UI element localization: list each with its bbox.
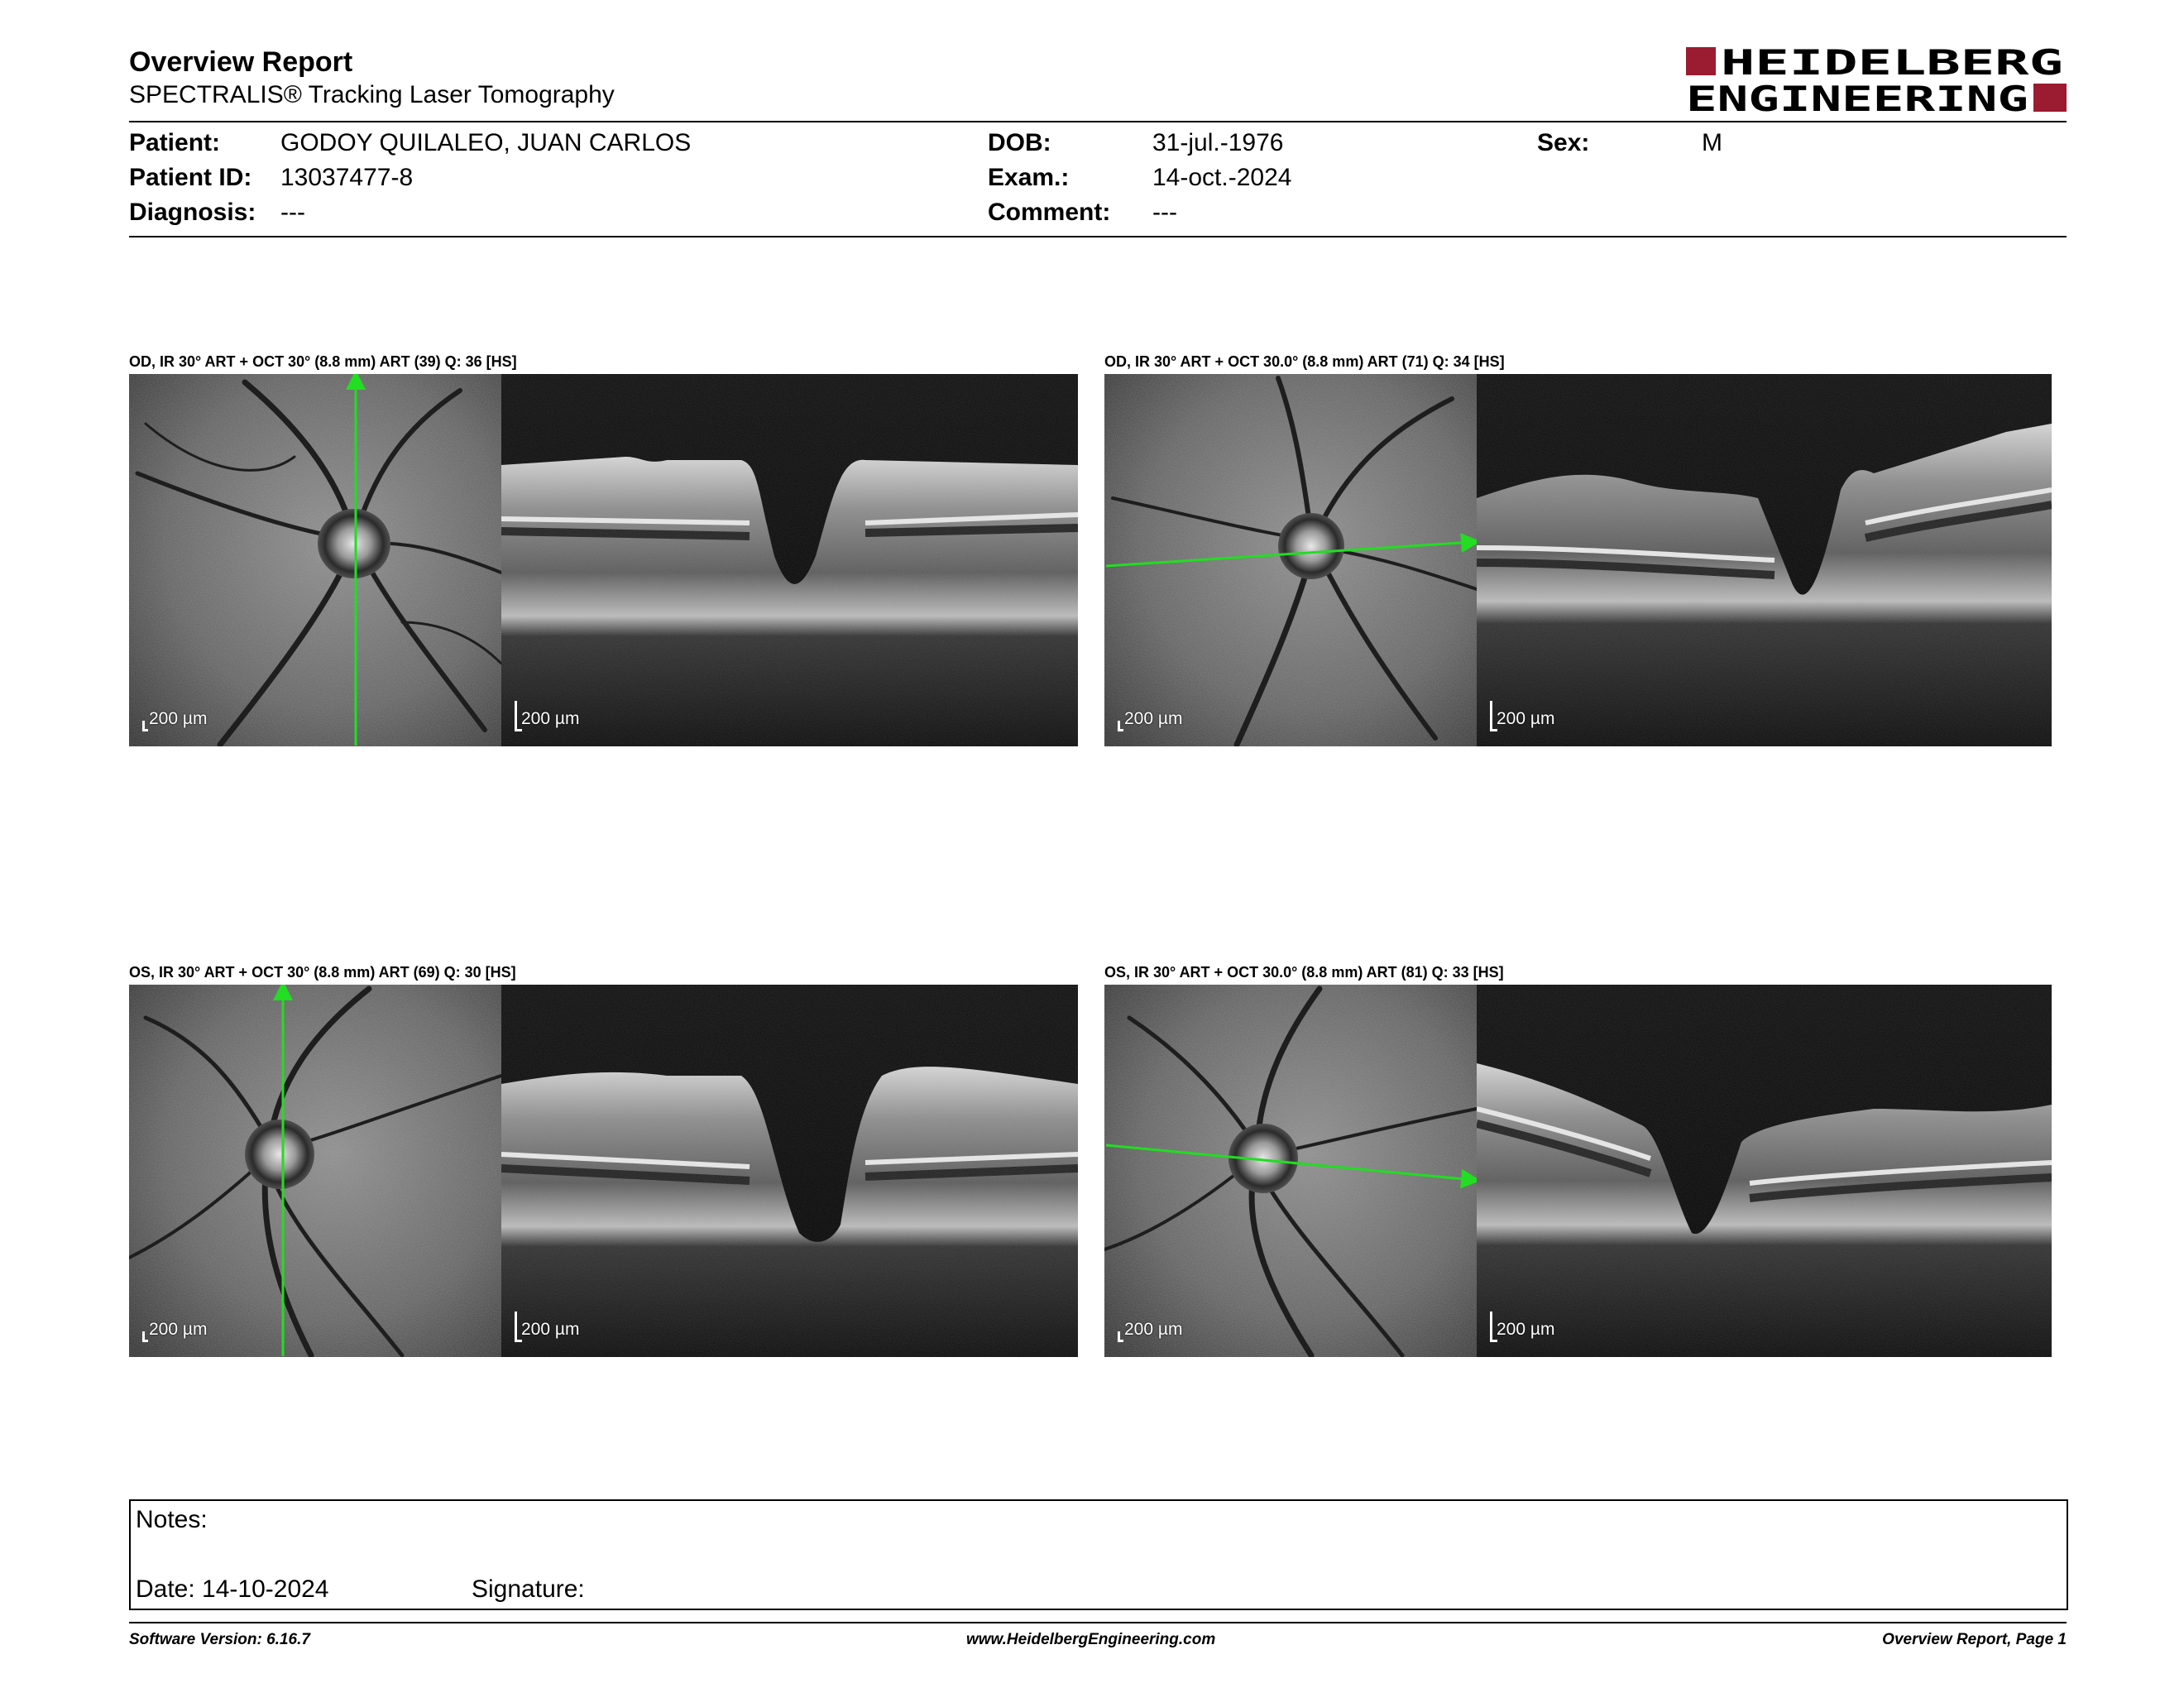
scan-3-fundus-image[interactable] <box>129 985 501 1357</box>
patient-divider <box>129 236 2067 237</box>
scan-3-title: OS, IR 30° ART + OCT 30° (8.8 mm) ART (69) Q: 30 [HS] <box>129 964 516 981</box>
sex-value: M <box>1702 129 1722 156</box>
website-link[interactable]: www.HeidelbergEngineering.com <box>966 1631 1216 1648</box>
scan-4-fundus-scalebar: 200 µm <box>1124 1320 1182 1340</box>
scan-1-fundus-image[interactable] <box>129 374 501 746</box>
diagnosis-value: --- <box>280 199 305 226</box>
page-number: Overview Report, Page 1 <box>1882 1631 2067 1648</box>
scan-2-title: OD, IR 30° ART + OCT 30.0° (8.8 mm) ART (71) Q: 34 [HS] <box>1104 353 1505 370</box>
notes-box[interactable] <box>129 1499 2068 1610</box>
scan-3-oct-scalebar: 200 µm <box>521 1320 579 1340</box>
footer-divider <box>129 1622 2067 1623</box>
scan-2-oct-bscan[interactable] <box>1477 374 2052 746</box>
heidelberg-logo <box>1686 46 2067 115</box>
header-divider <box>129 121 2067 122</box>
report-subtitle: SPECTRALIS® Tracking Laser Tomography <box>129 81 615 108</box>
report-title: Overview Report <box>129 46 353 78</box>
scan-1-oct-scalebar: 200 µm <box>521 709 579 729</box>
comment-label: Comment: <box>988 199 1111 226</box>
exam-value: 14-oct.-2024 <box>1152 164 1292 191</box>
diagnosis-label: Diagnosis: <box>129 199 256 226</box>
scan-4-title: OS, IR 30° ART + OCT 30.0° (8.8 mm) ART (81) Q: 33 [HS] <box>1104 964 1504 981</box>
patient-label: Patient: <box>129 129 221 156</box>
scan-4-fundus-image[interactable] <box>1104 985 1477 1357</box>
patient-id: 13037477-8 <box>280 164 414 191</box>
scan-4-oct-scalebar: 200 µm <box>1497 1320 1554 1340</box>
notes-label: Notes: <box>136 1506 208 1533</box>
logo-line2: ENGINEERING <box>1686 79 2028 115</box>
dob-label: DOB: <box>988 129 1051 156</box>
scan-1-title: OD, IR 30° ART + OCT 30° (8.8 mm) ART (39) Q: 36 [HS] <box>129 353 517 370</box>
notes-date: Date: 14-10-2024 <box>136 1575 329 1603</box>
scan-2-oct-scalebar: 200 µm <box>1497 709 1554 729</box>
scan-2-fundus-image[interactable] <box>1104 374 1477 746</box>
signature-label: Signature: <box>472 1575 585 1603</box>
scan-2-fundus-scalebar: 200 µm <box>1124 709 1182 729</box>
scan-1-fundus-scalebar: 200 µm <box>149 709 207 729</box>
scan-3-fundus-scalebar: 200 µm <box>149 1320 207 1340</box>
software-version: Software Version: 6.16.7 <box>129 1631 310 1648</box>
comment-value: --- <box>1152 199 1177 226</box>
dob-value: 31-jul.-1976 <box>1152 129 1284 156</box>
exam-label: Exam.: <box>988 164 1070 191</box>
logo-line1: HEIDELBERG <box>1721 46 2063 83</box>
patient-id-label: Patient ID: <box>129 164 252 191</box>
scan-1-oct-bscan[interactable] <box>501 374 1078 746</box>
patient-name: GODOY QUILALEO, JUAN CARLOS <box>280 129 692 156</box>
scan-3-oct-bscan[interactable] <box>501 985 1078 1357</box>
scan-4-oct-bscan[interactable] <box>1477 985 2052 1357</box>
sex-label: Sex: <box>1537 129 1590 156</box>
